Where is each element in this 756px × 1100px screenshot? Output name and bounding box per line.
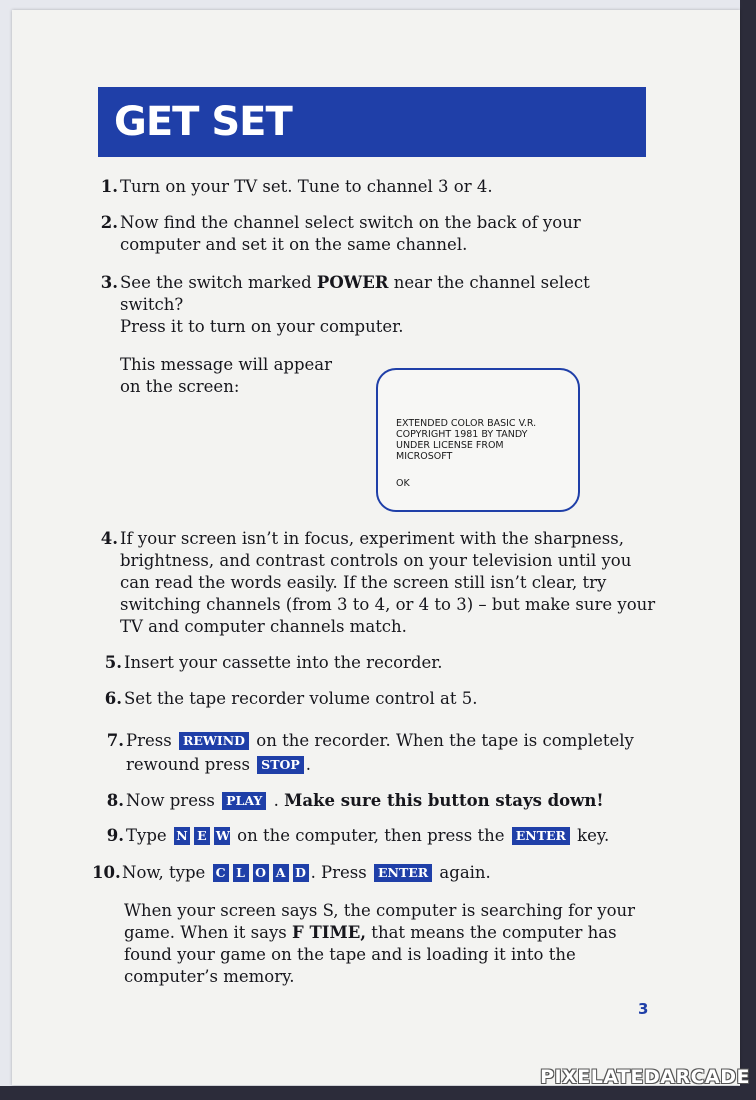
step-text: rewound press: [126, 755, 256, 774]
closing-text: game. When it says: [124, 923, 293, 942]
step-text-line: [126, 730, 634, 752]
step-text: switch?: [120, 295, 184, 314]
closing-text: that means the computer has: [366, 923, 617, 942]
step-text: .: [305, 755, 312, 774]
step-text: Type: [126, 826, 172, 845]
step-text-line: [122, 862, 491, 884]
screen-message: EXTENDED COLOR BASIC V.R. COPYRIGHT 1981 BY TANDY UNDER LICENSE FROM MICROSOFT: [396, 418, 537, 462]
step-text: key.: [571, 826, 610, 845]
step-text-line: [126, 754, 311, 776]
page-number: 3: [638, 1000, 649, 1018]
step-number: 8.: [106, 791, 124, 810]
intro-line: This message will appear: [120, 355, 333, 374]
binding-edge-right: [740, 0, 756, 1100]
step-text: Set the tape recorder volume control at 5.: [124, 689, 478, 708]
screen-ok: OK: [396, 478, 410, 489]
step-text: can read the words easily. If the screen still isn’t clear, try: [120, 573, 607, 592]
step-number: 4.: [100, 529, 118, 548]
stop-key: STOP: [257, 756, 304, 774]
step-text: switching channels (from 3 to 4, or 4 to 3) – but make sure your: [120, 595, 656, 614]
step-text: .: [268, 791, 285, 810]
key-c: C: [213, 864, 229, 882]
key-w: W: [215, 828, 230, 843]
key-l: L: [233, 864, 249, 882]
step-text-line: [126, 825, 609, 847]
step-text: . Press: [310, 863, 372, 882]
enter-key: ENTER: [374, 864, 432, 882]
key-e: E: [194, 827, 210, 845]
tv-screen-illustration: [376, 368, 580, 512]
step-text: Insert your cassette into the recorder.: [124, 653, 443, 672]
step-number: 7.: [106, 731, 124, 750]
key-o: O: [253, 864, 269, 882]
emphasis-text: Make sure this button stays down!: [284, 791, 604, 810]
closing-line: computer’s memory.: [124, 967, 295, 986]
binding-edge-bottom: [0, 1086, 756, 1100]
step-text: Now, type: [122, 863, 211, 882]
key-a: A: [273, 864, 289, 882]
closing-line: When your screen says S, the computer is searching for your: [124, 901, 636, 920]
power-label: POWER: [316, 273, 389, 292]
key-d: D: [293, 864, 309, 882]
step-text: Press: [126, 731, 177, 750]
step-text: If your screen isn’t in focus, experiment with the sharpness,: [120, 529, 624, 548]
step-text: computer and set it on the same channel.: [120, 235, 468, 254]
step-text: TV and computer channels match.: [120, 617, 407, 636]
rewind-key: REWIND: [179, 732, 249, 750]
step-text: near the channel select: [388, 273, 590, 292]
step-number: 1.: [100, 177, 118, 196]
step-number: 3.: [100, 273, 118, 292]
enter-key: ENTER: [512, 827, 570, 845]
step-number: 10.: [92, 863, 121, 882]
key-n: N: [174, 827, 190, 845]
step-text-line: [120, 272, 590, 294]
step-text: Turn on your TV set. Tune to channel 3 or 4.: [120, 177, 493, 196]
intro-line: on the screen:: [120, 377, 240, 396]
step-number: 2.: [100, 213, 118, 232]
play-key: PLAY: [222, 792, 266, 810]
step-number: 9.: [106, 826, 124, 845]
step-text: See the switch marked: [120, 273, 317, 292]
step-text: brightness, and contrast controls on your television until you: [120, 551, 632, 570]
step-number: 6.: [104, 689, 122, 708]
section-banner: [98, 87, 646, 157]
section-title: GET SET: [114, 99, 292, 145]
step-text: Press it to turn on your computer.: [120, 317, 404, 336]
step-text-line: [126, 790, 604, 812]
closing-line: [124, 922, 617, 944]
step-text: on the recorder. When the tape is completely: [251, 731, 634, 750]
step-text: Now press: [126, 791, 221, 810]
step-text: on the computer, then press the: [231, 826, 510, 845]
f-time-label: F TIME,: [292, 923, 367, 942]
step-number: 5.: [104, 653, 122, 672]
step-text: again.: [434, 863, 491, 882]
watermark: PIXELATEDARCADE: [540, 1066, 750, 1088]
closing-line: found your game on the tape and is loading it into the: [124, 945, 576, 964]
step-text: Now find the channel select switch on the back of your: [120, 213, 581, 232]
